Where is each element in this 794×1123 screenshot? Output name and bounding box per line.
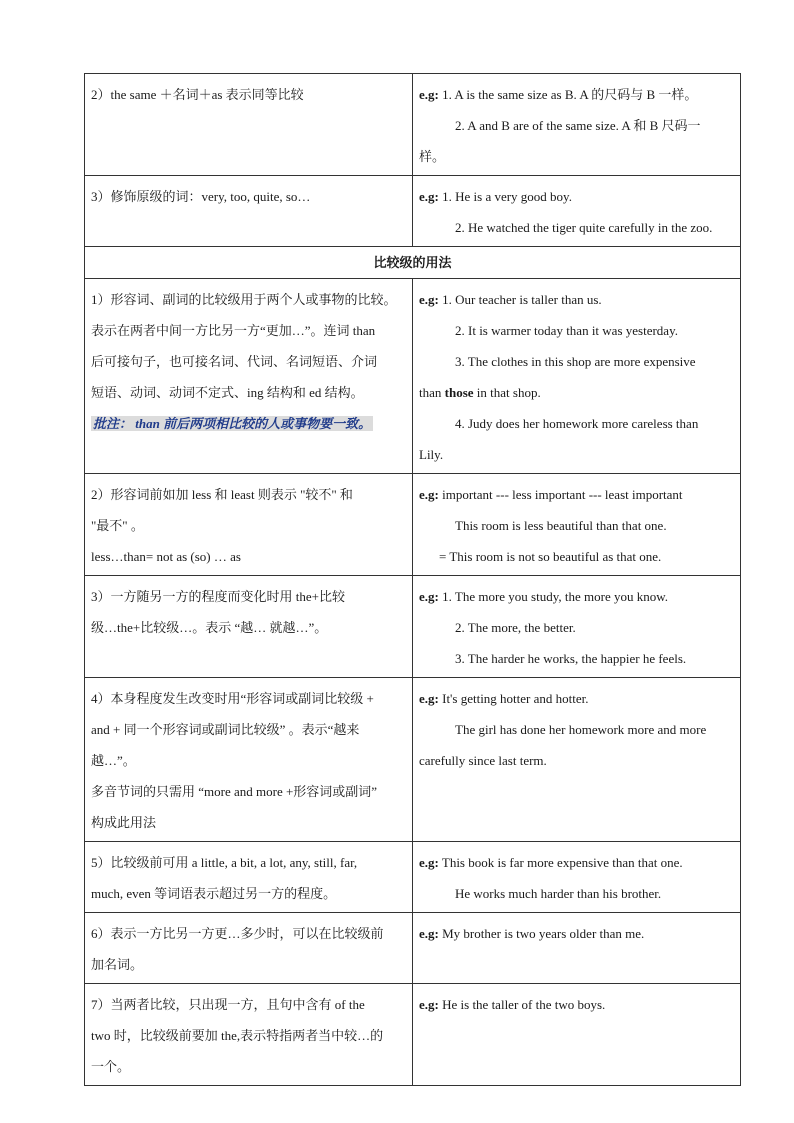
example-cell xyxy=(413,576,741,678)
example-text: 1. The more you study, the more you know. xyxy=(438,589,669,604)
table-row xyxy=(85,247,741,279)
example-line xyxy=(419,181,733,212)
rule-text: 短语、动词、动词不定式、ing 结构和 ed 结构。 xyxy=(91,385,364,400)
example-line: 2. The more, the better. xyxy=(455,620,576,635)
table-row xyxy=(85,913,741,984)
rule-text: 5）比较级前可用 a little, a bit, a lot, any, still, far, xyxy=(91,855,358,870)
table-row xyxy=(85,74,741,176)
example-cell xyxy=(413,474,741,576)
example-line xyxy=(419,918,733,949)
rule-cell xyxy=(85,474,413,576)
rule-text: 构成此用法 xyxy=(91,815,157,830)
example-line xyxy=(419,79,733,110)
example-line: = This room is not so beautiful as that one. xyxy=(439,549,662,564)
example-line xyxy=(419,847,733,878)
rule-text: "最不" 。 xyxy=(91,518,144,533)
eg-label: e.g: xyxy=(419,87,439,102)
rule-text: 表示在两者中间一方比另一方“更加…”。连词 than xyxy=(91,323,376,338)
example-line xyxy=(419,479,733,510)
eg-label: e.g: xyxy=(419,855,439,870)
eg-label: e.g: xyxy=(419,691,439,706)
example-cell xyxy=(413,984,741,1086)
example-cell xyxy=(413,842,741,913)
eg-label: e.g: xyxy=(419,292,439,307)
example-text: than xyxy=(419,385,445,400)
example-line xyxy=(419,581,733,612)
table-row xyxy=(85,576,741,678)
example-line xyxy=(419,377,733,408)
rule-text: 级…the+比较级…。表示 “越… 就越…”。 xyxy=(91,620,328,635)
section-title: 比较级的用法 xyxy=(85,247,741,279)
rule-cell xyxy=(85,984,413,1086)
example-cell xyxy=(413,678,741,842)
eg-label: e.g: xyxy=(419,589,439,604)
document-page xyxy=(84,73,741,1086)
table-row xyxy=(85,678,741,842)
example-text: It's getting hotter and hotter. xyxy=(438,691,589,706)
emphasized-word: those xyxy=(444,385,474,400)
rule-text: 1）形容词、副词的比较级用于两个人或事物的比较。 xyxy=(91,292,397,307)
grammar-table xyxy=(84,73,741,1086)
rule-cell xyxy=(85,279,413,474)
example-line: This room is less beautiful than that one. xyxy=(455,518,667,533)
example-text: in that shop. xyxy=(473,385,541,400)
rule-cell xyxy=(85,842,413,913)
example-text: This book is far more expensive than that one. xyxy=(438,855,683,870)
rule-text: 3）一方随另一方的程度而变化时用 the+比较 xyxy=(91,589,345,604)
rule-cell xyxy=(85,74,413,176)
rule-text: much, even 等词语表示超过另一方的程度。 xyxy=(91,886,337,901)
example-line: 样。 xyxy=(419,149,446,164)
rule-text: 7）当两者比较，只出现一方，且句中含有 of the xyxy=(91,997,365,1012)
rule-cell xyxy=(85,913,413,984)
rule-text: two 时，比较级前要加 the,表示特指两者当中较…的 xyxy=(91,1028,384,1043)
eg-label: e.g: xyxy=(419,487,439,502)
example-text: 1. A is the same size as B. A 的尺码与 B 一样。 xyxy=(438,87,698,102)
eg-label: e.g: xyxy=(419,997,439,1012)
rule-text: 越…”。 xyxy=(91,753,136,768)
rule-text: 2）the same ＋名词＋as 表示同等比较 xyxy=(91,87,304,102)
table-row xyxy=(85,984,741,1086)
example-line: 3. The clothes in this shop are more expensive xyxy=(455,354,696,369)
rule-cell xyxy=(85,576,413,678)
example-line: The girl has done her homework more and more xyxy=(455,722,707,737)
rule-text: and + 同一个形容词或副词比较级” 。表示“越来 xyxy=(91,722,360,737)
example-line xyxy=(419,683,733,714)
example-line: 4. Judy does her homework more careless than xyxy=(455,416,699,431)
example-line xyxy=(419,989,733,1020)
rule-text: 一个。 xyxy=(91,1059,131,1074)
example-line: 3. The harder he works, the happier he feels. xyxy=(455,651,687,666)
rule-text: 6）表示一方比另一方更…多少时，可以在比较级前 xyxy=(91,926,384,941)
rule-text: 后可接句子，也可接名词、代词、名词短语、介词 xyxy=(91,354,378,369)
example-text: important --- less important --- least important xyxy=(438,487,683,502)
table-row xyxy=(85,176,741,247)
example-line xyxy=(419,284,733,315)
example-line: He works much harder than his brother. xyxy=(455,886,662,901)
rule-text: 加名词。 xyxy=(91,957,144,972)
example-line: 2. He watched the tiger quite carefully in the zoo. xyxy=(455,220,713,235)
example-cell xyxy=(413,176,741,247)
example-text: My brother is two years older than me. xyxy=(438,926,645,941)
example-line: 2. A and B are of the same size. A 和 B 尺码一 xyxy=(455,118,701,133)
table-row xyxy=(85,842,741,913)
example-line: Lily. xyxy=(419,447,444,462)
eg-label: e.g: xyxy=(419,926,439,941)
eg-label: e.g: xyxy=(419,189,439,204)
rule-text: 4）本身程度发生改变时用“形容词或副词比较级 + xyxy=(91,691,374,706)
rule-text: less…than= not as (so) … as xyxy=(91,549,241,564)
example-text: He is the taller of the two boys. xyxy=(438,997,606,1012)
table-row xyxy=(85,474,741,576)
rule-text: 多音节词的只需用 “more and more +形容词或副词” xyxy=(91,784,378,799)
annotation-note: 批注： than 前后两项相比较的人或事物要一致。 xyxy=(93,416,372,431)
example-line: 2. It is warmer today than it was yesterday. xyxy=(455,323,678,338)
table-row xyxy=(85,279,741,474)
rule-text: 2）形容词前如加 less 和 least 则表示 "较不" 和 xyxy=(91,487,353,502)
example-cell xyxy=(413,913,741,984)
rule-cell xyxy=(85,678,413,842)
rule-text: 3）修饰原级的词：very, too, quite, so… xyxy=(91,189,311,204)
example-text: 1. Our teacher is taller than us. xyxy=(438,292,602,307)
example-cell xyxy=(413,279,741,474)
example-cell xyxy=(413,74,741,176)
example-line: carefully since last term. xyxy=(419,753,547,768)
example-text: 1. He is a very good boy. xyxy=(438,189,572,204)
rule-cell xyxy=(85,176,413,247)
